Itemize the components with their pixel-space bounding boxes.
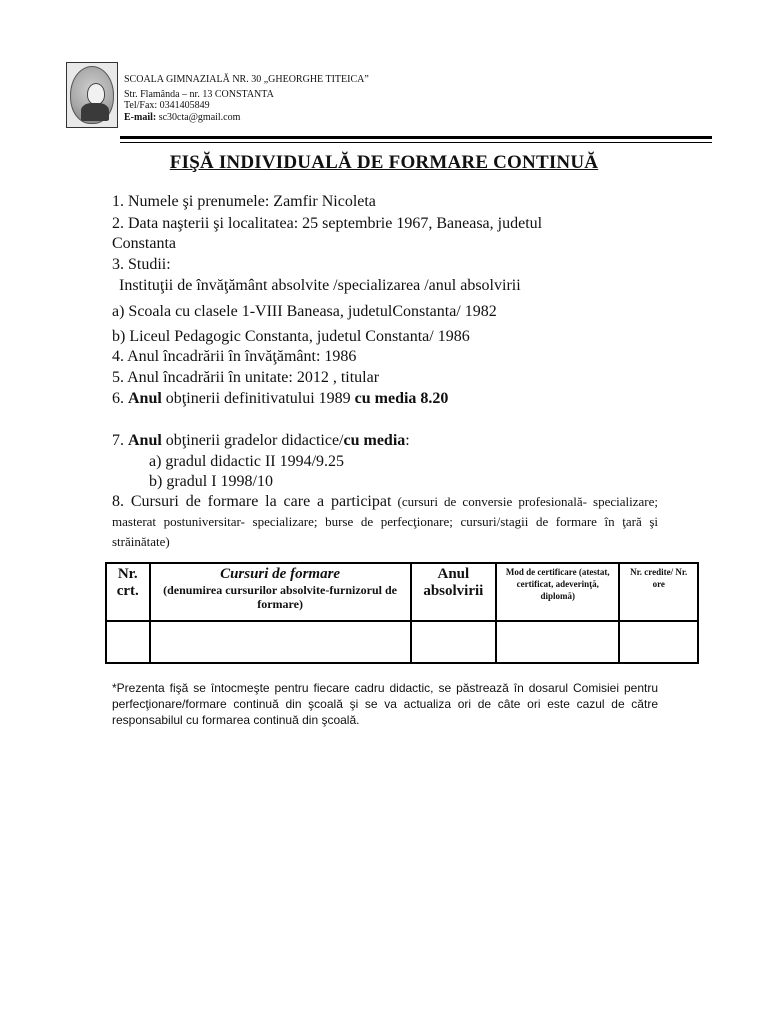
field-employment-year: 4. Anul încadrării în învăţământ: 1986: [112, 348, 357, 365]
courses-table: [105, 562, 699, 664]
field-degrees: 7. Anul obţinerii gradelor didactice/cu media:: [112, 432, 410, 449]
field-studies-sub: Instituţii de învăţământ absolvite /specializarea /anul absolvirii: [119, 277, 521, 294]
table-cell: [411, 621, 496, 663]
page-title: FIŞĂ INDIVIDUALĂ DE FORMARE CONTINUĂ: [169, 152, 599, 173]
col-nr-crt: Nr. crt.: [106, 563, 150, 621]
field-studies-a: a) Scoala cu clasele 1-VIII Baneasa, judetulConstanta/ 1982: [112, 303, 497, 320]
school-address: Str. Flamânda – nr. 13 CONSTANTA: [124, 89, 274, 100]
col-nr-credite: Nr. credite/ Nr. ore: [619, 563, 698, 621]
field-studies: 3. Studii:: [112, 256, 171, 273]
field-birth-cont: Constanta: [112, 235, 176, 252]
field-degree-b: b) gradul I 1998/10: [149, 473, 273, 490]
table-cell: [150, 621, 411, 663]
field-degree-a: a) gradul didactic II 1994/9.25: [149, 453, 345, 470]
field-definitivat: 6. Anul obţinerii definitivatului 1989 cu media 8.20: [112, 390, 449, 407]
field-courses-intro: 8. Cursuri de formare la care a participat (cursuri de conversie profesională- specializare; masterat postuniversitar- specializare; burse de perfecţionare; cursuri/stagii de formare în ţară şi străinătate): [112, 493, 658, 549]
table-row: [106, 621, 698, 663]
email-label: E-mail:: [124, 112, 157, 123]
table-cell: [106, 621, 150, 663]
portrait-emblem-icon: [70, 66, 114, 124]
school-phone: Tel/Fax: 0341405849: [124, 100, 210, 111]
col-anul-absolvirii: Anul absolvirii: [411, 563, 496, 621]
table-cell: [619, 621, 698, 663]
field-birth: 2. Data naşterii şi localitatea: 25 septembrie 1967, Baneasa, judetul: [112, 215, 543, 232]
table-cell: [496, 621, 619, 663]
school-logo: [66, 62, 118, 128]
header-divider: [120, 136, 712, 139]
col-cursuri: Cursuri de formare (denumirea cursurilor absolvite-furnizorul de formare): [150, 563, 411, 621]
field-name: 1. Numele şi prenumele: Zamfir Nicoleta: [112, 193, 376, 210]
footnote: *Prezenta fişă se întocmeşte pentru fiecare cadru didactic, se păstrează în dosarul Comisiei pentru perfecţionare/formare continuă din şcoală şi se va actualiza ori de câte ori este cazul de către responsabilul cu formarea continuă din şcoală.: [112, 681, 658, 727]
table-header-row: [106, 563, 698, 621]
school-email: sc30cta@gmail.com: [158, 112, 241, 123]
school-name: SCOALA GIMNAZIALĂ NR. 30 „GHEORGHE TITEICA”: [124, 74, 369, 85]
col-mod-certificare: Mod de certificare (atestat, certificat, adeverinţă, diplomă): [496, 563, 619, 621]
field-unit-year: 5. Anul încadrării în unitate: 2012 , titular: [112, 369, 380, 386]
field-studies-b: b) Liceul Pedagogic Constanta, judetul Constanta/ 1986: [112, 328, 470, 345]
school-email-line: [124, 112, 240, 123]
header-divider-thin: [120, 142, 712, 143]
